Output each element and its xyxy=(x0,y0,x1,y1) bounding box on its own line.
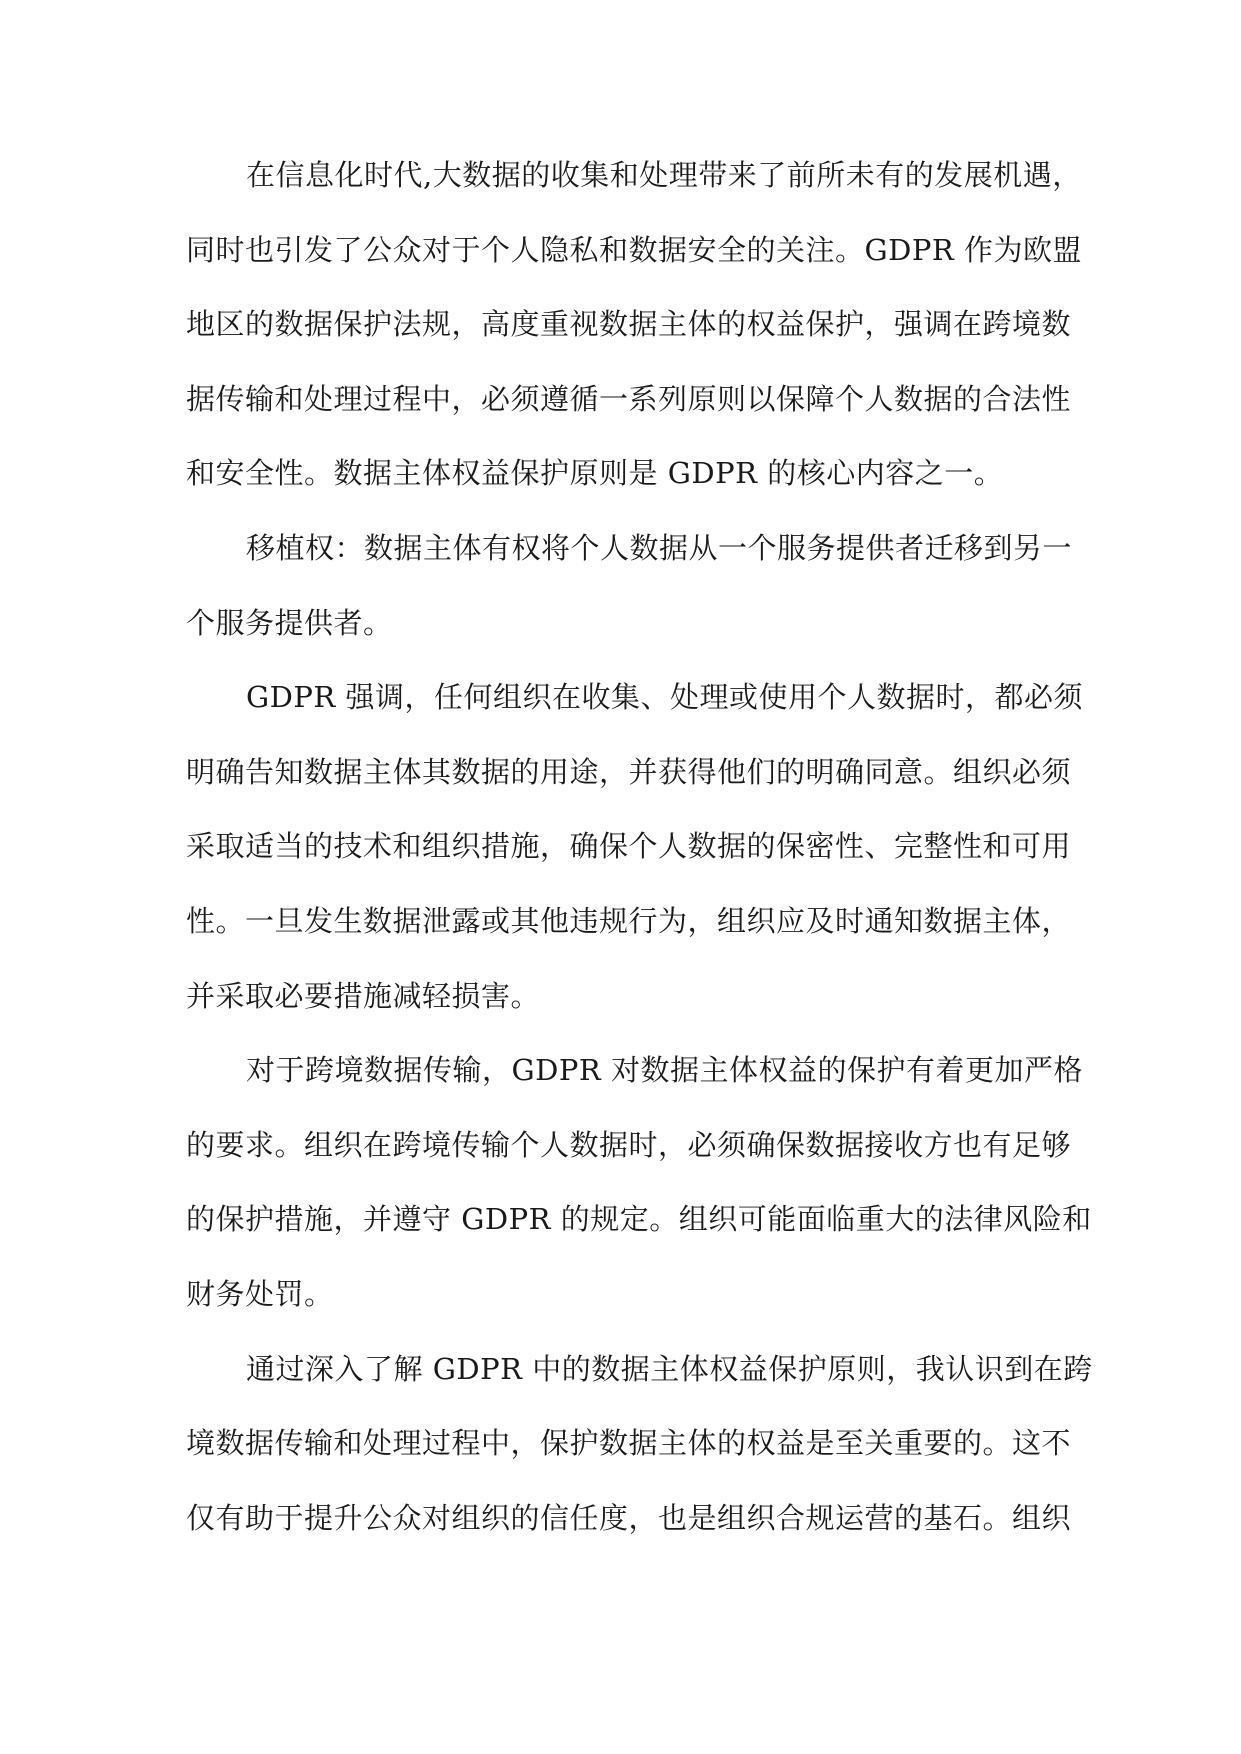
text-line: 采取适当的技术和组织措施，确保个人数据的保密性、完整性和可用 xyxy=(186,829,1072,864)
text-line: 并采取必要措施减轻损害。 xyxy=(186,978,541,1013)
text-line: 的要求。组织在跨境传输个人数据时，必须确保数据接收方也有足够 xyxy=(186,1127,1072,1162)
text-line: 和安全性。数据主体权益保护原则是 GDPR 的核心内容之一。 xyxy=(186,456,1004,491)
text-line: 个服务提供者。 xyxy=(186,605,393,640)
text-line: 移植权：数据主体有权将个人数据从一个服务提供者迁移到另一 xyxy=(246,530,1073,565)
text-line: 地区的数据保护法规，高度重视数据主体的权益保护，强调在跨境数 xyxy=(186,307,1072,342)
text-line: 财务处罚。 xyxy=(186,1276,334,1311)
text-line: 仅有助于提升公众对组织的信任度，也是组织合规运营的基石。组织 xyxy=(186,1500,1072,1535)
text-line: 的保护措施，并遵守 GDPR 的规定。组织可能面临重大的法律风险和 xyxy=(186,1202,1092,1237)
text-line: 明确告知数据主体其数据的用途，并获得他们的明确同意。组织必须 xyxy=(186,754,1072,789)
text-line: 性。一旦发生数据泄露或其他违规行为，组织应及时通知数据主体， xyxy=(186,903,1072,938)
text-line: 在信息化时代,大数据的收集和处理带来了前所未有的发展机遇， xyxy=(246,158,1082,192)
text-line: 境数据传输和处理过程中，保护数据主体的权益是至关重要的。这不 xyxy=(186,1426,1072,1461)
text-line: 对于跨境数据传输，GDPR 对数据主体权益的保护有着更加严格 xyxy=(246,1053,1083,1088)
text-line: 据传输和处理过程中，必须遵循一系列原则以保障个人数据的合法性 xyxy=(186,381,1072,416)
text-line: 通过深入了解 GDPR 中的数据主体权益保护原则，我认识到在跨 xyxy=(246,1351,1093,1386)
text-line: 同时也引发了公众对于个人隐私和数据安全的关注。GDPR 作为欧盟 xyxy=(186,232,1082,267)
text-line: GDPR 强调，任何组织在收集、处理或使用个人数据时，都必须 xyxy=(246,680,1083,715)
document-body xyxy=(186,138,1093,1555)
